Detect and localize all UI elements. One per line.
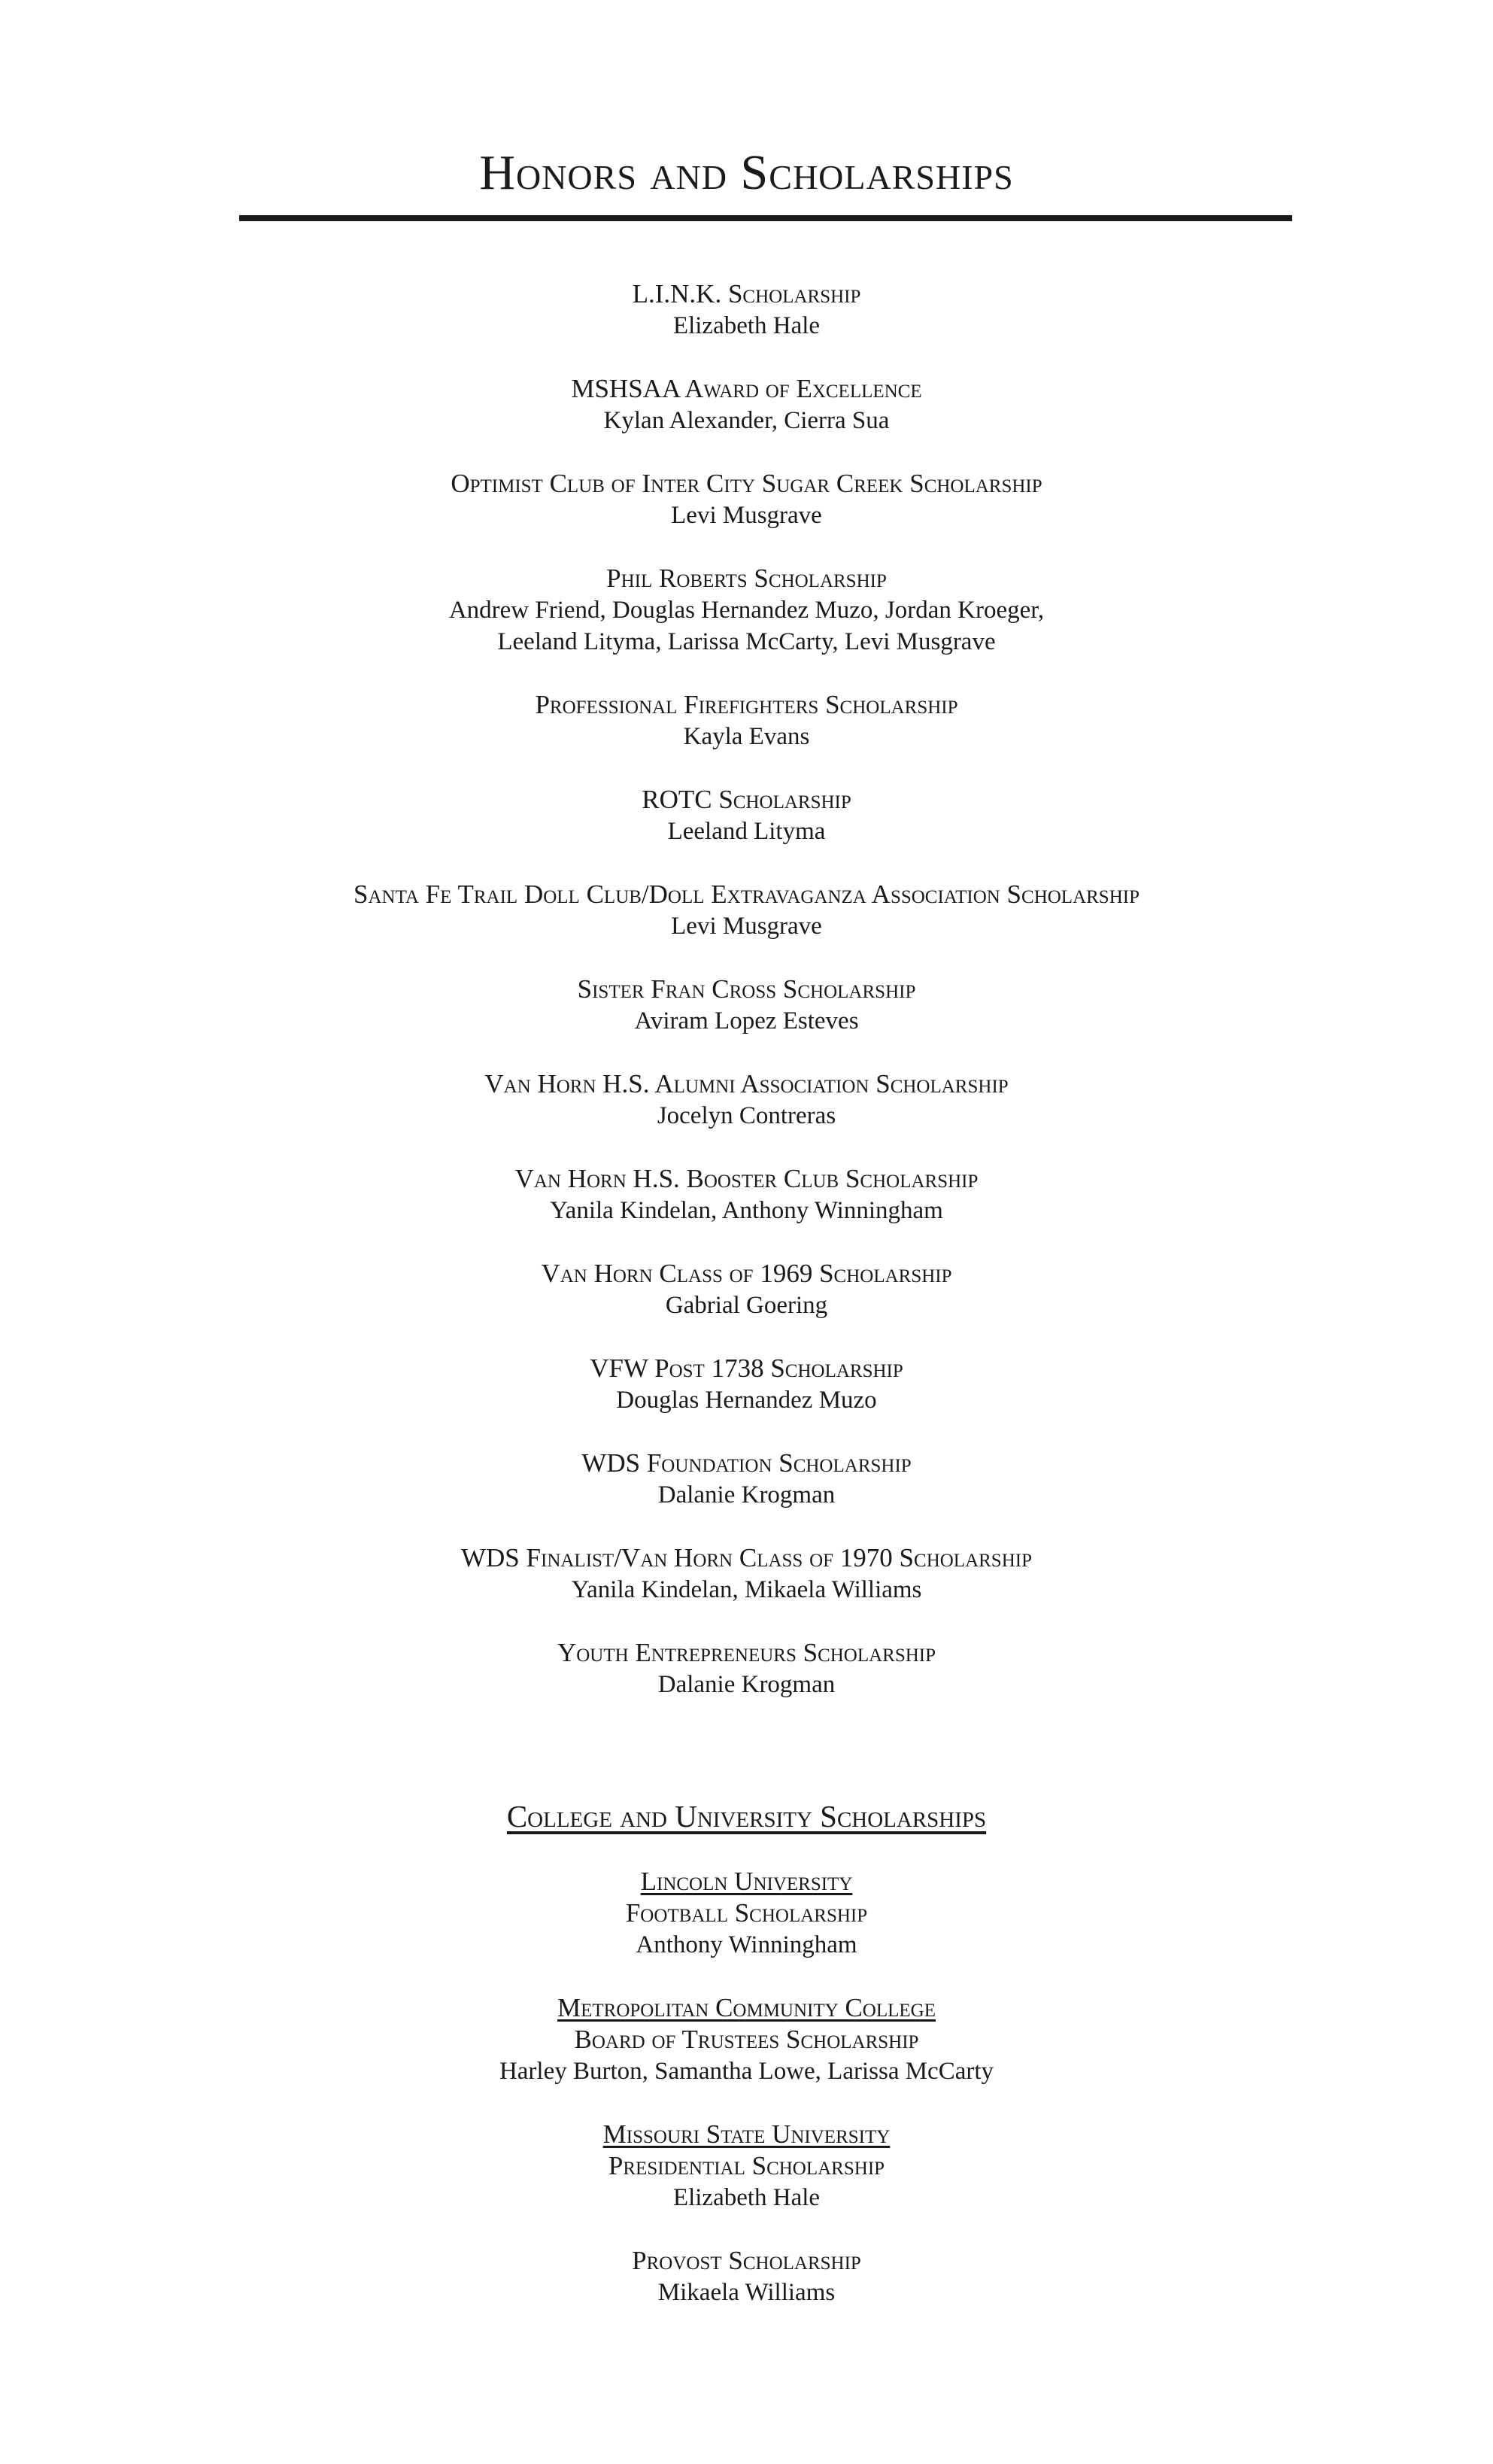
award-entry	[0, 468, 1493, 531]
award-recipients: Dalanie Krogman	[657, 1671, 836, 1698]
award-entry	[0, 1258, 1493, 1321]
award-recipients: Elizabeth Hale	[672, 2184, 821, 2211]
award-name: Phil Roberts Scholarship	[606, 564, 887, 593]
award-entry	[0, 1353, 1493, 1416]
page-title: Honors and Scholarships	[479, 145, 1014, 200]
award-name: L.I.N.K. Scholarship	[632, 279, 861, 308]
award-recipients: Elizabeth Hale	[672, 312, 821, 339]
award-name: WDS Foundation Scholarship	[581, 1448, 912, 1478]
award-name: Van Horn Class of 1969 Scholarship	[541, 1259, 952, 1288]
award-entry	[0, 784, 1493, 847]
college-award-entry	[0, 2245, 1493, 2308]
award-name: Board of Trustees Scholarship	[574, 2025, 919, 2054]
award-entry	[0, 1542, 1493, 1606]
award-entry	[0, 689, 1493, 752]
award-name: MSHSAA Award of Excellence	[571, 374, 922, 403]
institution-name: Missouri State University	[602, 2119, 891, 2149]
award-name: Youth Entrepreneurs Scholarship	[557, 1638, 936, 1667]
college-award-entry	[0, 1866, 1493, 1961]
award-entry	[0, 1163, 1493, 1226]
award-entry	[0, 1637, 1493, 1700]
college-award-entry	[0, 2119, 1493, 2213]
award-recipients: Levi Musgrave	[671, 502, 822, 529]
award-recipients: Anthony Winningham	[636, 1931, 857, 1958]
award-name: WDS Finalist/Van Horn Class of 1970 Scholarship	[461, 1543, 1032, 1572]
award-name: VFW Post 1738 Scholarship	[590, 1354, 903, 1383]
award-recipients: Leeland Lityma	[667, 818, 826, 845]
award-recipients: Kylan Alexander, Cierra Sua	[603, 407, 890, 434]
award-name: Optimist Club of Inter City Sugar Creek Scholarship	[451, 469, 1042, 498]
award-entry	[0, 1068, 1493, 1132]
award-entry	[0, 278, 1493, 342]
award-name: Presidential Scholarship	[608, 2151, 885, 2180]
award-recipients: Kayla Evans	[683, 723, 810, 750]
institution-name: Lincoln University	[640, 1867, 853, 1896]
award-name: Van Horn H.S. Booster Club Scholarship	[514, 1164, 979, 1193]
section-heading-college: College and University Scholarships	[506, 1799, 987, 1834]
award-name: Van Horn H.S. Alumni Association Scholarship	[484, 1069, 1009, 1098]
award-recipients: Yanila Kindelan, Mikaela Williams	[571, 1576, 922, 1603]
award-entry	[0, 373, 1493, 436]
award-name: Santa Fe Trail Doll Club/Doll Extravaganza Association Scholarship	[354, 880, 1139, 909]
award-name: Provost Scholarship	[632, 2246, 861, 2275]
award-recipients: Mikaela Williams	[657, 2279, 836, 2306]
college-award-entry	[0, 1992, 1493, 2087]
award-recipients: Andrew Friend, Douglas Hernandez Muzo, Jordan Kroeger,	[448, 597, 1045, 624]
award-recipients: Gabrial Goering	[665, 1292, 828, 1319]
award-name: ROTC Scholarship	[642, 785, 851, 814]
award-entry	[0, 879, 1493, 942]
award-name: Professional Firefighters Scholarship	[535, 690, 958, 719]
award-recipients: Aviram Lopez Esteves	[634, 1007, 859, 1035]
award-recipients: Douglas Hernandez Muzo	[616, 1387, 877, 1414]
award-entry	[0, 563, 1493, 658]
awards-content	[0, 278, 1493, 2340]
award-recipients: Levi Musgrave	[671, 913, 822, 940]
award-recipients: Dalanie Krogman	[657, 1481, 836, 1508]
award-recipients: Jocelyn Contreras	[657, 1102, 836, 1129]
award-recipients: Harley Burton, Samantha Lowe, Larissa McCarty	[499, 2058, 994, 2085]
title-rule	[239, 215, 1292, 221]
institution-name: Metropolitan Community College	[557, 1993, 936, 2022]
award-name: Football Scholarship	[625, 1898, 868, 1928]
award-entry	[0, 1448, 1493, 1511]
award-recipients: Yanila Kindelan, Anthony Winningham	[550, 1197, 943, 1224]
award-recipients: Leeland Lityma, Larissa McCarty, Levi Musgrave	[497, 628, 996, 655]
award-name: Sister Fran Cross Scholarship	[577, 974, 916, 1004]
award-entry	[0, 974, 1493, 1037]
